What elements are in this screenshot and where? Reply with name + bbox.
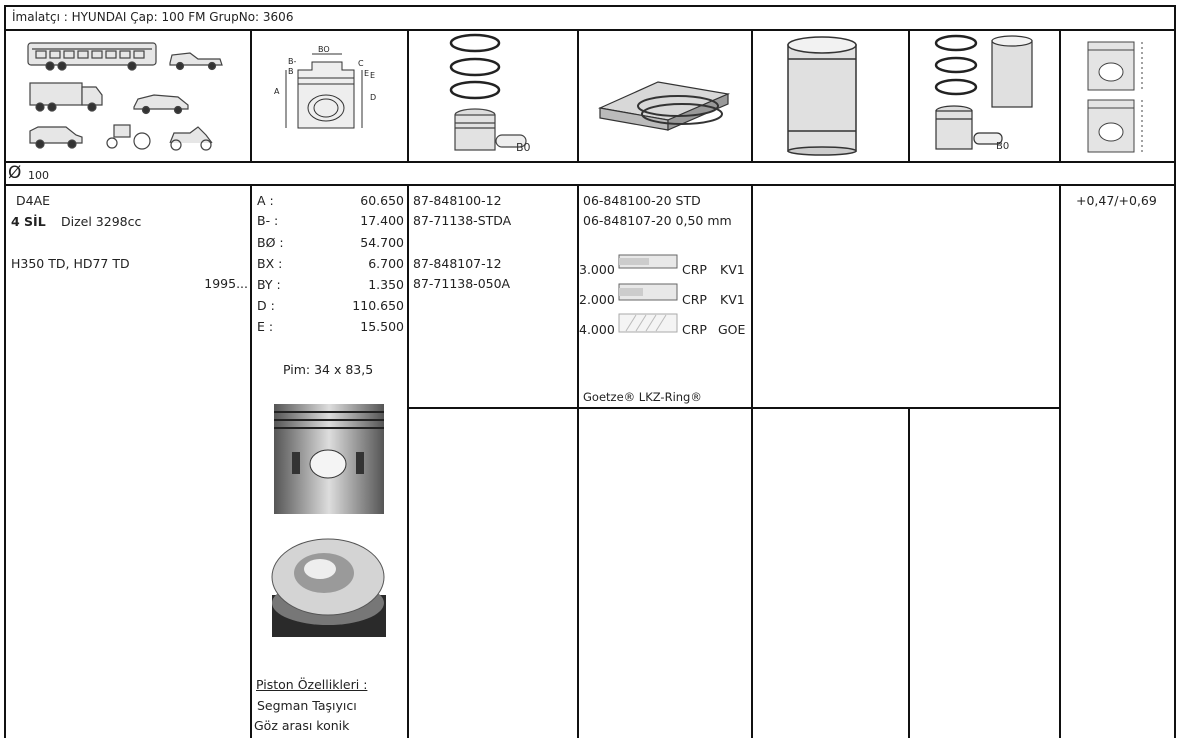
dim-value: 6.700 <box>368 256 404 271</box>
piston-part-number: 87-848107-12 <box>413 256 502 271</box>
ring-set-number: 06-848100-20 STD <box>583 193 701 208</box>
dim-value: 110.650 <box>352 298 404 313</box>
ring-code: GOE <box>718 322 746 337</box>
ring-type: CRP <box>682 322 707 337</box>
svg-text:A: A <box>274 87 280 96</box>
compression-ring-icon <box>618 254 680 270</box>
outer-top <box>4 5 1176 7</box>
engine-models: H350 TD, HD77 TD <box>11 256 130 271</box>
ring-code: KV1 <box>720 262 745 277</box>
dim-label: BY : <box>257 277 281 292</box>
dim-value: 17.400 <box>360 213 404 228</box>
piston-part-number: 87-848100-12 <box>413 193 502 208</box>
piston-part-number: 87-71138-STDA <box>413 213 512 228</box>
dim-value: 60.650 <box>360 193 404 208</box>
dim-label: D : <box>257 298 275 313</box>
piston-side-photo <box>270 402 390 517</box>
icons-bottom <box>4 161 1176 163</box>
piston-feature-item: Göz arası konik <box>254 718 350 733</box>
piston-sections-icon <box>1078 38 1178 158</box>
outer-left <box>4 5 6 738</box>
cylinder-liner-icon <box>780 35 880 155</box>
dim-label: E : <box>257 319 274 334</box>
piston-features-title: Piston Özellikleri : <box>256 677 368 692</box>
oil-ring-icon <box>618 313 680 335</box>
kit-icon <box>920 33 1060 158</box>
diameter-symbol: Ø <box>8 163 22 183</box>
engine-cylinders: 4 SİL <box>11 214 46 229</box>
piston-top-photo <box>270 535 390 640</box>
engine-code: D4AE <box>16 193 51 208</box>
ring-size: 2.000 <box>579 292 615 307</box>
engine-fuel: Dizel 3298cc <box>61 214 142 229</box>
svg-text:BO: BO <box>318 45 330 54</box>
scraper-ring-icon <box>618 283 680 303</box>
piston-dimensions-diagram <box>262 40 402 160</box>
svg-text:B0: B0 <box>516 141 531 154</box>
dim-value: 54.700 <box>360 235 404 250</box>
piston-rings-icon <box>420 33 570 158</box>
diam-bottom <box>4 184 1176 186</box>
ring-code: KV1 <box>720 292 745 307</box>
ring-set-number: 06-848107-20 0,50 mm <box>583 213 732 228</box>
dim-value: 1.350 <box>368 277 404 292</box>
ring-size: 4.000 <box>579 322 615 337</box>
svg-text:E: E <box>364 69 370 78</box>
dim-label: A : <box>257 193 274 208</box>
oversize-values: +0,47/+0,69 <box>1076 193 1157 208</box>
dim-label: B- : <box>257 213 279 228</box>
header-bottom <box>4 29 1176 31</box>
svg-text:B: B <box>288 67 294 76</box>
vehicle-types-icon <box>22 35 252 160</box>
dim-label: BØ : <box>257 235 284 250</box>
svg-text:B-: B- <box>288 57 297 66</box>
engine-year: 1995... <box>204 276 248 291</box>
dim-value: 15.500 <box>360 319 404 334</box>
diameter-value: 100 <box>28 169 49 182</box>
svg-text:C: C <box>358 59 364 68</box>
piston-feature-item: Segman Taşıyıcı <box>257 698 357 713</box>
piston-part-number: 87-71138-050A <box>413 276 511 291</box>
dim-label: BX : <box>257 256 283 271</box>
ring-type: CRP <box>682 292 707 307</box>
svg-text:D: D <box>370 93 377 102</box>
header-text: İmalatçı : HYUNDAI Çap: 100 FM GrupNo: 3606 <box>12 10 294 24</box>
ring-brands: Goetze® LKZ-Ring® <box>583 390 702 404</box>
ring-box-icon <box>598 70 748 150</box>
svg-text:E: E <box>370 71 376 80</box>
svg-text:B0: B0 <box>996 141 1010 152</box>
ring-type: CRP <box>682 262 707 277</box>
pin-size: Pim: 34 x 83,5 <box>283 362 374 377</box>
ring-size: 3.000 <box>579 262 615 277</box>
